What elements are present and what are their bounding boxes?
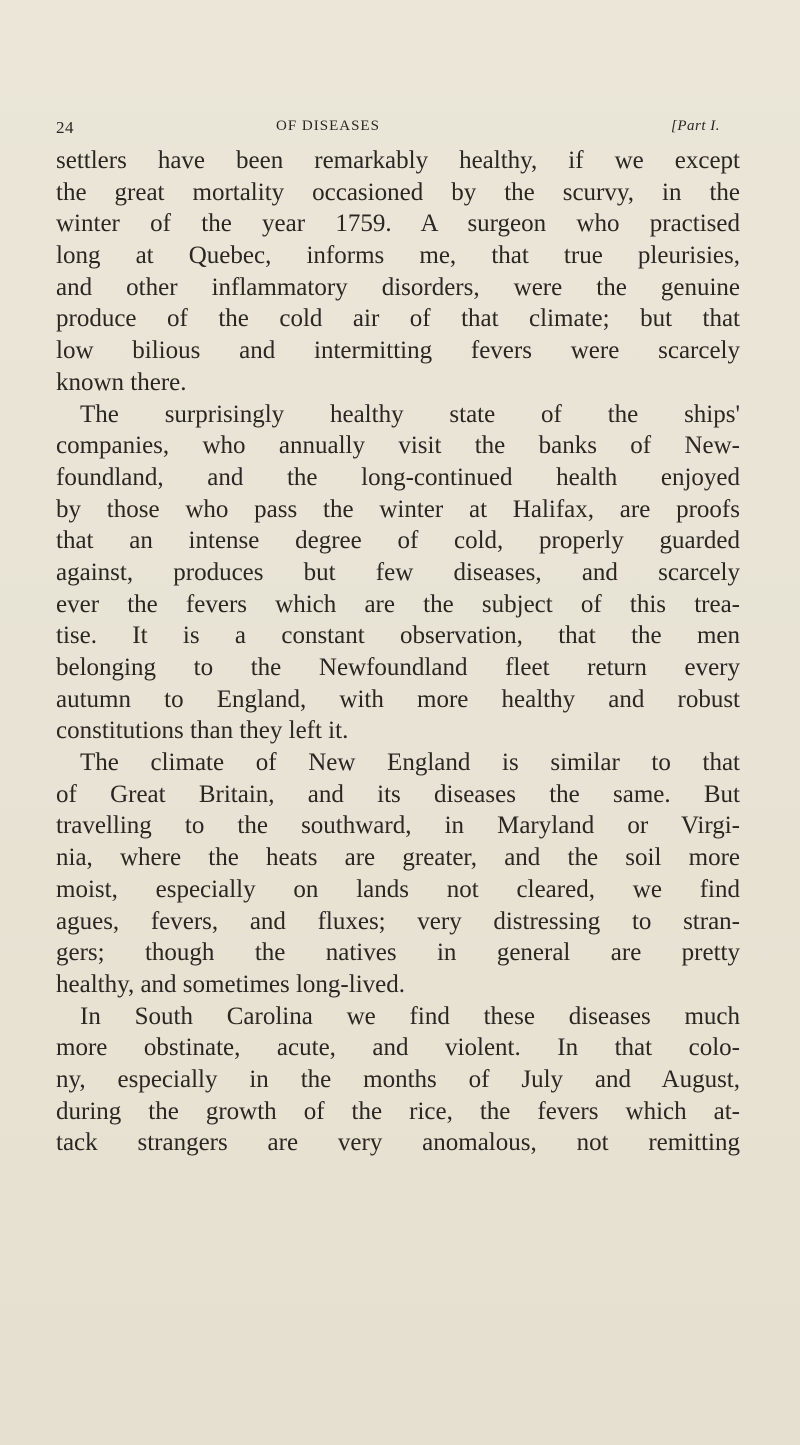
text-line: settlers have been remarkably healthy, if we except — [56, 147, 740, 174]
text-line: companies, who annually visit the banks of New- — [56, 432, 740, 460]
text-line: long at Quebec, informs me, that true pleurisies, — [56, 242, 740, 270]
text-line: nia, where the heats are greater, and the soil more — [56, 844, 740, 872]
text-line: The surprisingly healthy state of the ships' — [80, 400, 740, 428]
text-line: against, produces but few diseases, and scarcely — [56, 558, 740, 586]
text-line: tise. It is a constant observation, that the men — [56, 622, 740, 650]
text-line: that an intense degree of cold, properly guarded — [56, 527, 740, 555]
page-number: 24 — [56, 118, 74, 137]
text-line: belonging to the Newfoundland fleet return every — [56, 654, 740, 681]
text-line: by those who pass the winter at Halifax, are proofs — [56, 495, 740, 523]
text-line: In South Carolina we find these diseases much — [80, 1002, 740, 1030]
text-line: constitutions than they left it. — [56, 717, 349, 745]
text-line: produce of the cold air of that climate; but that — [56, 305, 740, 333]
text-line: ny, especially in the months of July and August, — [56, 1065, 740, 1093]
text-line: winter of the year 1759. A surgeon who practised — [56, 210, 740, 238]
text-line: known there. — [56, 368, 187, 396]
running-head — [56, 118, 726, 144]
text-line: agues, fevers, and fluxes; very distressing to stran- — [56, 907, 740, 935]
part-marker: [Part I. — [671, 118, 720, 134]
text-line: low bilious and intermitting fevers were scarcely — [56, 337, 740, 365]
text-line: and other inflammatory disorders, were the genuine — [56, 273, 740, 301]
text-line: of Great Britain, and its diseases the same. But — [56, 780, 740, 808]
text-line: gers; though the natives in general are pretty — [56, 939, 740, 967]
text-line: more obstinate, acute, and violent. In that colo- — [56, 1034, 740, 1062]
text-line: ever the fevers which are the subject of this trea- — [56, 590, 740, 618]
text-line: autumn to England, with more healthy and robust — [56, 685, 740, 713]
text-line: foundland, and the long-continued health enjoyed — [56, 463, 740, 491]
text-line: moist, especially on lands not cleared, we find — [56, 875, 740, 903]
text-line: the great mortality occasioned by the scurvy, in the — [56, 178, 740, 206]
text-line: tack strangers are very anomalous, not remitting — [56, 1129, 740, 1157]
running-title: OF DISEASES — [276, 118, 380, 134]
text-line: healthy, and sometimes long-lived. — [56, 970, 405, 998]
text-line: during the growth of the rice, the fevers which at- — [56, 1097, 740, 1125]
text-line: The climate of New England is similar to that — [80, 749, 740, 777]
body-text — [56, 145, 740, 1159]
text-line: travelling to the southward, in Maryland or Virgi- — [56, 812, 740, 840]
